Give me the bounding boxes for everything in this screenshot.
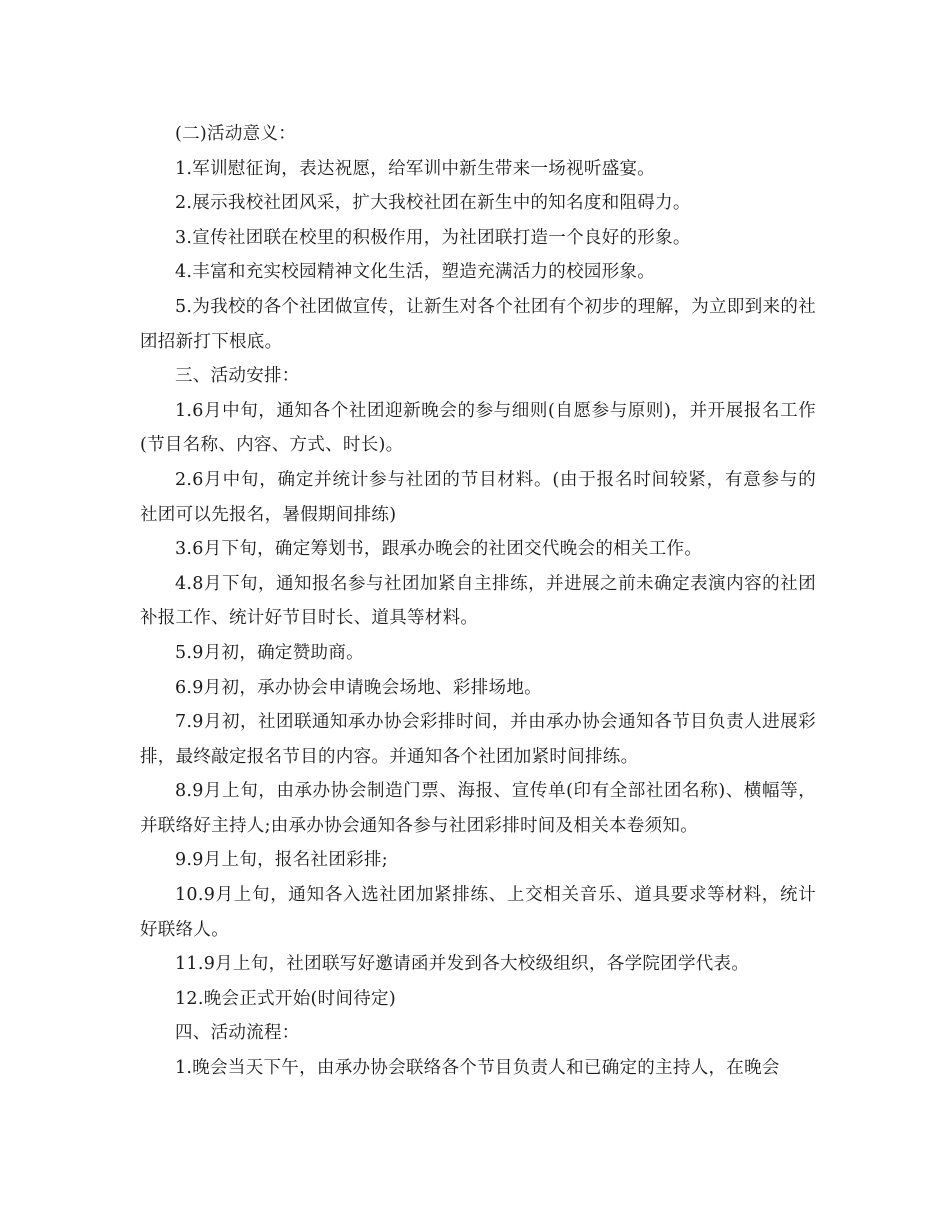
list-item: 4.8月下旬，通知报名参与社团加紧自主排练，并进展之前未确定表演内容的社团补报工作、统计好节目时长、道具等材料。 [140,573,816,629]
section-heading-significance: (二)活动意义： [175,124,297,144]
list-item: 8.9月上旬，由承办协会制造门票、海报、宣传单(印有全部社团名称)、横幅等，并联络好主持人;由承办协会通知各参与社团彩排时间及相关本卷须知。 [140,781,816,836]
list-item: 10.9月上旬，通知各入选社团加紧排练、上交相关音乐、道具要求等材料，统计好联络人。 [140,885,816,940]
list-item: 6.9月初，承办协会申请晚会场地、彩排场地。 [175,677,542,698]
list-item: 3.6月下旬，确定筹划书，跟承办晚会的社团交代晚会的相关工作。 [175,539,703,560]
list-item: 5.为我校的各个社团做宣传，让新生对各个社团有个初步的理解，为立即到来的社团招新打下根底。 [140,296,816,352]
list-item: 5.9月初，确定赞助商。 [175,642,364,663]
list-item: 4.丰富和充实校园精神文化生活，塑造充满活力的校园形象。 [175,262,656,283]
list-item: 1.军训慰征询，表达祝愿，给军训中新生带来一场视听盛宴。 [175,158,656,179]
document-body [140,117,816,1086]
list-item: 1.6月中旬，通知各个社团迎新晚会的参与细则(自愿参与原则)，并开展报名工作(节目名称、内容、方式、时长)。 [140,400,816,456]
list-item: 11.9月上旬，社团联写好邀请函并发到各大校级组织，各学院团学代表。 [175,954,750,975]
list-item: 7.9月初，社团联通知承办协会彩排时间，并由承办协会通知各节目负责人进展彩排，最终敲定报名节目的内容。并通知各个社团加紧时间排练。 [140,712,816,767]
list-item: 3.宣传社团联在校里的积极作用，为社团联打造一个良好的形象。 [175,227,691,248]
section-heading-arrangement: 三、活动安排： [175,366,300,387]
list-item: 9.9月上旬，报名社团彩排; [175,850,388,871]
section-heading-process: 四、活动流程： [175,1023,300,1044]
list-item: 1.晚会当天下午，由承办协会联络各个节目负责人和已确定的主持人，在晚会 [175,1058,780,1079]
list-item: 12.晚会正式开始(时间待定) [175,988,396,1009]
list-item: 2.6月中旬，确定并统计参与社团的节目材料。(由于报名时间较紧，有意参与的社团可以先报名，暑假期间排练) [140,469,816,525]
list-item: 2.展示我校社团风采，扩大我校社团在新生中的知名度和阻碍力。 [175,193,691,214]
